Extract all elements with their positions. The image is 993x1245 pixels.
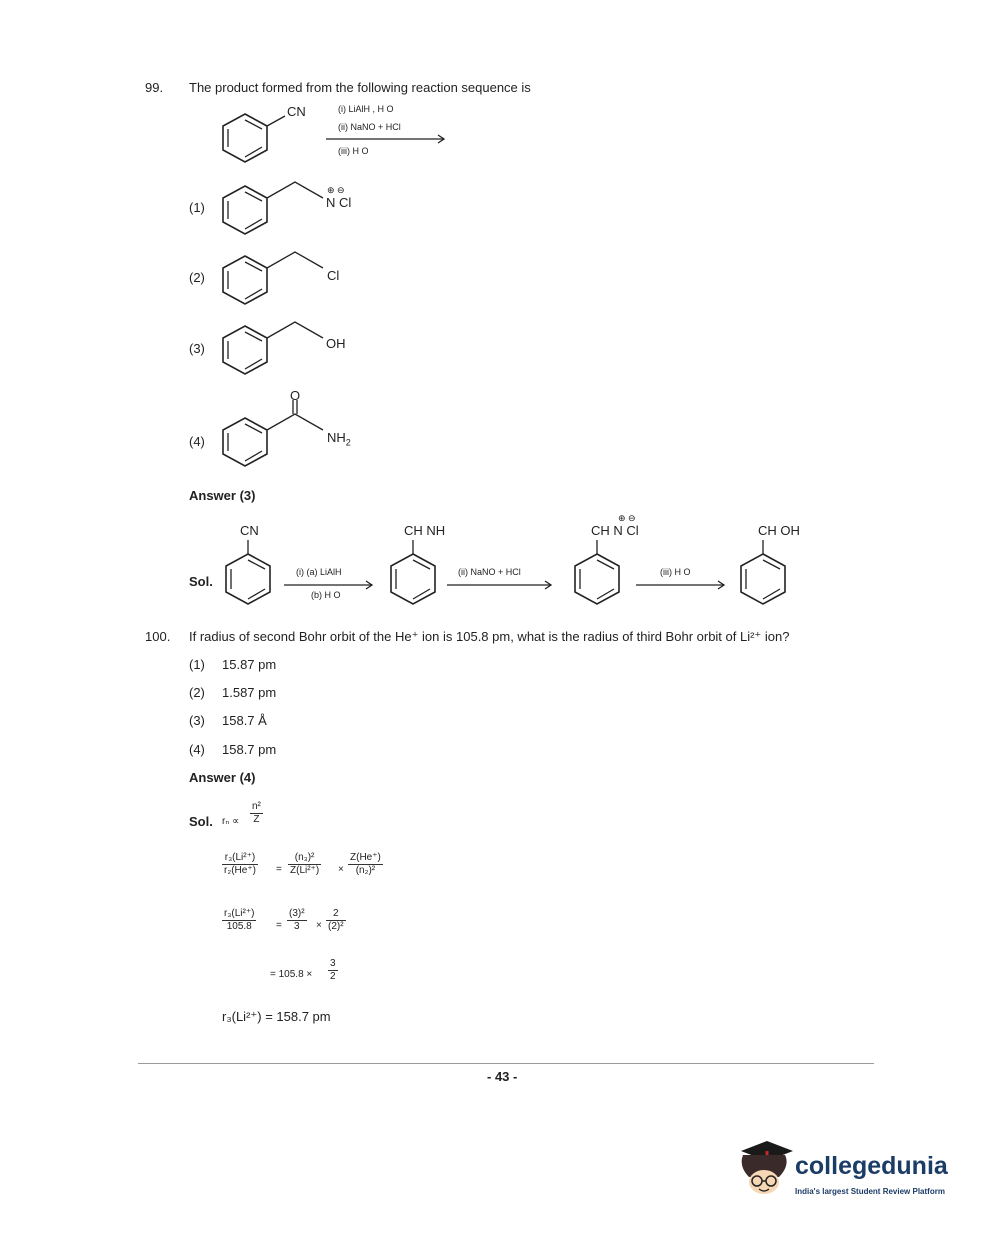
sol-line2-times: × [316, 920, 322, 931]
option-99-4-group: $NH_2$ [327, 430, 351, 448]
option-99-4-structure [215, 388, 345, 480]
scheme-arrow-3 [636, 579, 728, 591]
sol-line1-times: × [338, 864, 344, 875]
option-100-4-text: 158.7 pm [222, 742, 277, 757]
scheme-arrow-2 [447, 579, 555, 591]
question-99-text: The product formed from the following reaction sequence is [189, 80, 531, 95]
scheme-step1-b: (b) H O [311, 590, 341, 600]
reagent-2: (ii) NaNO + HCl [338, 122, 401, 132]
sol-line1-eq: = [276, 864, 282, 875]
sol-line2-lhs: $\frac{\text{r₃(Li²⁺)}}{105.8}$ [224, 908, 255, 932]
reaction-arrow [326, 133, 448, 145]
option-100-3-label: (3) [189, 713, 205, 728]
option-100-2-label: (2) [189, 685, 205, 700]
option-99-3-label: (3) [189, 341, 205, 356]
option-99-2-group: Cl [327, 268, 340, 283]
sol-line1-lhs: $\frac{\text{r₃(Li²⁺)}}{\text{r₂(He⁺)}}$ [224, 852, 256, 876]
option-99-1-label: (1) [189, 200, 205, 215]
sol-line2-mid: $\frac{\text{(3)²}}{3}$ [289, 908, 305, 932]
answer-99: Answer (3) [189, 488, 256, 503]
solution-99-label: Sol. [189, 574, 213, 589]
sol-line3-text: = 105.8 × [270, 969, 313, 980]
reactant-group-label: CN [287, 104, 306, 119]
question-100-text: If radius of second Bohr orbit of the He⁺ ion is 105.8 pm, what is the radius of third Bohr orbit of Li²⁺ ion? [189, 629, 790, 644]
option-99-1-structure [215, 178, 345, 244]
sol-proportionality: rₙ ∝ [222, 816, 240, 827]
scheme-compound-3: CH N Cl [591, 523, 639, 538]
option-100-4-label: (4) [189, 742, 205, 757]
scheme-compound-2: CH NH [404, 523, 446, 538]
scheme-benzene-1 [218, 540, 278, 614]
option-100-3-text: 158.7 Å [222, 713, 267, 728]
option-100-2-text: 1.587 pm [222, 685, 277, 700]
option-99-2-structure [215, 248, 345, 314]
brand-tagline: India's largest Student Review Platform [795, 1187, 945, 1196]
page-number: - 43 - [487, 1069, 518, 1084]
question-99-number: 99. [145, 80, 164, 95]
option-100-1-label: (1) [189, 657, 205, 672]
sol-line3-frac: $\frac{3}{2}$ [330, 958, 336, 982]
scheme-step2: (ii) NaNO + HCl [458, 567, 521, 577]
option-99-2-label: (2) [189, 270, 205, 285]
brand-logo-text: collegedunia [795, 1152, 948, 1180]
scheme-step1-a: (i) (a) LiAlH [296, 567, 342, 577]
scheme-step3: (iii) H O [660, 567, 691, 577]
sol-line2-eq: = [276, 920, 282, 931]
question-100-number: 100. [145, 629, 171, 644]
option-100-1-text: 15.87 pm [222, 657, 277, 672]
option-99-1-charges: ⊕ ⊖ [327, 185, 345, 195]
scheme-benzene-4 [733, 540, 793, 614]
footer-divider [138, 1063, 874, 1064]
solution-100-label: Sol. [189, 814, 213, 829]
sol-line2-rhs: $\frac{2}{\text{(2)²}}$ [328, 908, 344, 932]
scheme-compound-1: CN [240, 523, 259, 538]
option-99-4-carbonyl-o: O [290, 388, 301, 403]
reagent-3: (iii) H O [338, 146, 369, 156]
option-99-4-label: (4) [189, 434, 205, 449]
sol-n2-over-z: $\frac{\text{n²}}{Z}$ [252, 801, 261, 825]
scheme-benzene-2 [383, 540, 443, 614]
scheme-compound-3-charges: ⊕ ⊖ [618, 513, 636, 523]
option-99-1-group: N Cl [326, 195, 352, 210]
sol-line1-rhs: $\frac{Z(He^+)}{\text{(n₂)²}}$ [350, 852, 381, 876]
sol-line1-mid: $\frac{\text{(n₃)²}}{\text{Z(Li²⁺)}}$ [290, 852, 320, 876]
scheme-compound-4: CH OH [758, 523, 800, 538]
option-99-3-group: OH [326, 336, 346, 351]
mascot-icon [735, 1137, 795, 1199]
reagent-1: (i) LiAlH , H O [338, 104, 394, 114]
answer-100: Answer (4) [189, 770, 256, 785]
scheme-benzene-3 [567, 540, 627, 614]
sol-final-result: r₃(Li²⁺) = 158.7 pm [222, 1009, 331, 1024]
